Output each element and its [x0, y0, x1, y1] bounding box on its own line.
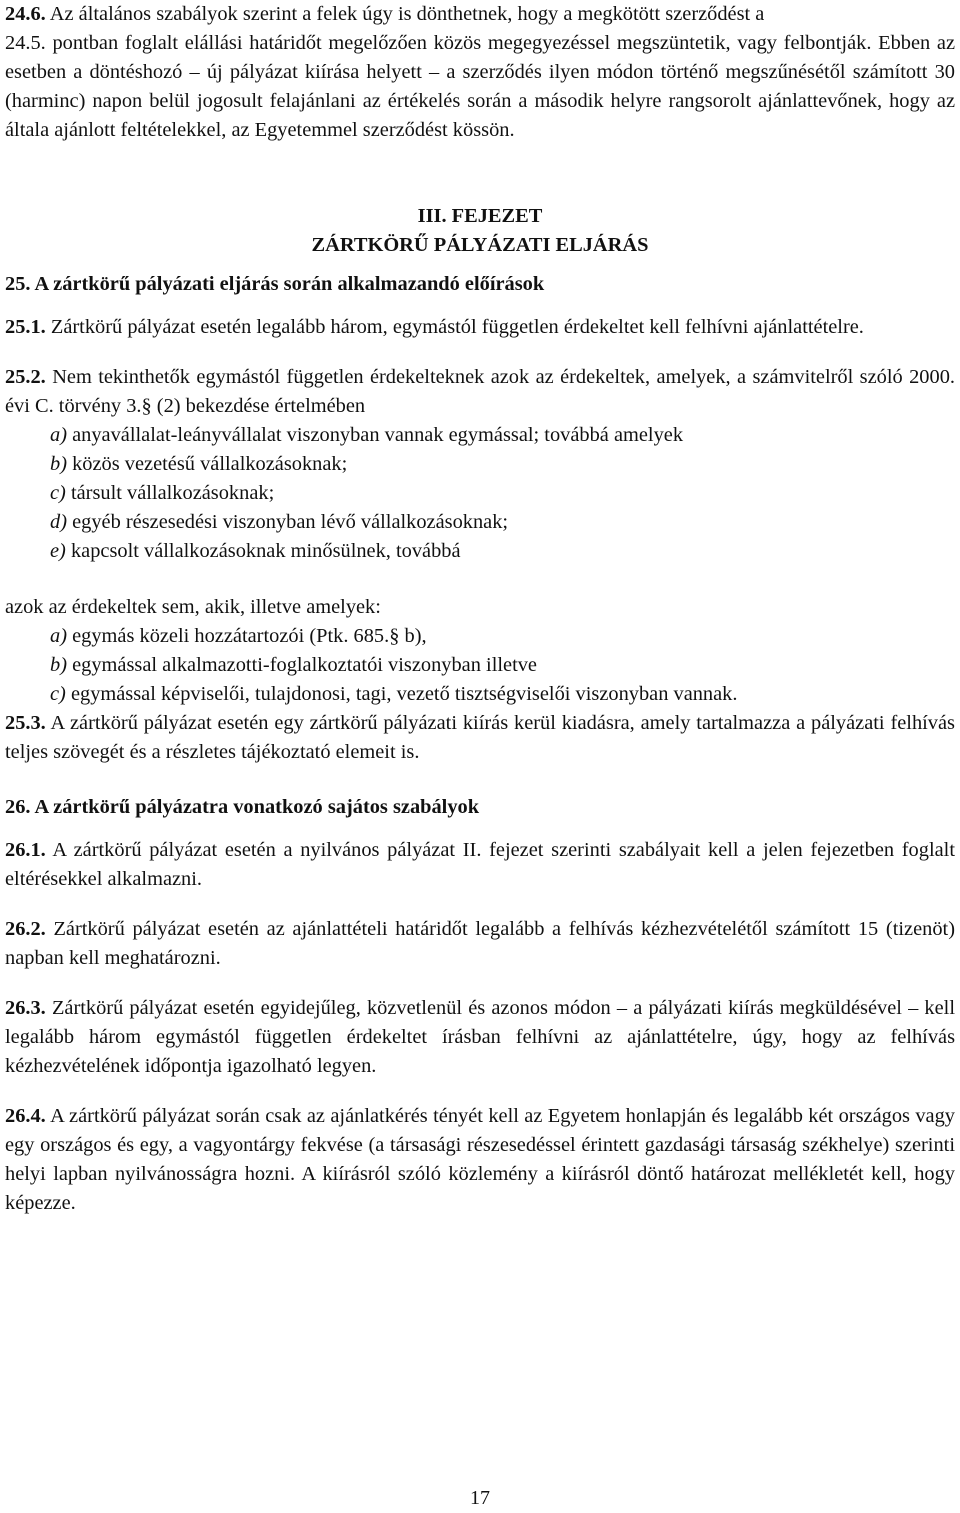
- paragraph-text: A zártkörű pályázat esetén egy zártkörű pályázati kiírás kerül kiadásra, amely tartalmazza a pályázati felhívás teljes szövegét és a részletes tájékoztató elemeit is.: [5, 712, 955, 763]
- paragraph-26-1: [5, 836, 955, 894]
- list-letter: d): [50, 511, 67, 533]
- list-letter: a): [50, 625, 67, 647]
- list-text: egyéb részesedési viszonyban lévő vállalkozásoknak;: [72, 511, 509, 533]
- paragraph-text: Az általános szabályok szerint a felek úgy is dönthetnek, hogy a megkötött szerződést a: [49, 3, 765, 25]
- list-text: társult vállalkozásoknak;: [70, 482, 275, 504]
- list-item: [5, 651, 955, 680]
- paragraph-number: 25.2.: [5, 366, 46, 388]
- section-heading-26: 26. A zártkörű pályázatra vonatkozó sajátos szabályok: [5, 796, 480, 818]
- list-text: közös vezetésű vállalkozásoknak;: [72, 453, 348, 475]
- chapter-number: III. FEJEZET: [417, 205, 543, 227]
- paragraph-25-1: [5, 313, 955, 342]
- paragraph-text: Zártkörű pályázat esetén legalább három, egymástól független érdekeltet kell felhívni ajánlattételre.: [50, 316, 864, 338]
- list-text: kapcsolt vállalkozásoknak minősülnek, továbbá: [70, 540, 461, 562]
- paragraph-text: Nem tekinthetők egymástól független érdekelteknek azok az érdekeltek, amelyek, a számvitelről szóló 2000. évi C. törvény 3.§ (2) bekezdése értelmében: [5, 366, 955, 417]
- paragraph-number: 26.4.: [5, 1105, 46, 1127]
- paragraph-text: Zártkörű pályázat esetén egyidejűleg, közvetlenül és azonos módon ‒ a pályázati kiírás megküldésével ‒ kell legalább három egymástól független érdekeltet írásban felhívni az ajánlattételre, úgy, hogy az felhívás kézhezvételének időpontja igazolható legyen.: [5, 997, 955, 1077]
- list-letter: e): [50, 540, 66, 562]
- section-heading-25: 25. A zártkörű pályázati eljárás során alkalmazandó előírások: [5, 273, 545, 295]
- list-item: [5, 421, 955, 450]
- list-item: [5, 450, 955, 479]
- list-related-persons: [5, 622, 955, 709]
- list-letter: b): [50, 453, 67, 475]
- list-item: [5, 680, 955, 709]
- list-letter: a): [50, 424, 67, 446]
- paragraph-26-2: [5, 915, 955, 973]
- chapter-title: ZÁRTKÖRŰ PÁLYÁZATI ELJÁRÁS: [311, 234, 649, 256]
- paragraph-24-6: [5, 0, 955, 145]
- paragraph-number: 25.3.: [5, 712, 46, 734]
- paragraph-number: 24.6.: [5, 3, 46, 25]
- paragraph-26-3: [5, 994, 955, 1081]
- paragraph-number: 26.3.: [5, 997, 46, 1019]
- paragraph-continuation: 24.5. pontban foglalt elállási határidőt megelőzően közös megegyezéssel megszüntetik, vagy felbontják. Ebben az esetben a döntéshozó ‒ új pályázat kiírása helyett ‒ a szerződés ilyen módon történő megszűnésétől számított 30 (harminc) napon belül jogosult felajánlani az értékelés során a második helyre rangsorolt ajánlattevőnek, hogy az általa ajánlott feltételekkel, az Egyetemmel szerződést kössön.: [5, 32, 955, 141]
- list-letter: b): [50, 654, 67, 676]
- paragraph-number: 25.1.: [5, 316, 46, 338]
- list-text: egymással képviselői, tulajdonosi, tagi, vezető tisztségviselői viszonyban vannak.: [70, 683, 738, 705]
- list-text: egymással alkalmazotti-foglalkoztatói viszonyban illetve: [72, 654, 537, 676]
- list-letter: c): [50, 683, 66, 705]
- paragraph-also-excluded: azok az érdekeltek sem, akik, illetve amelyek:: [5, 596, 381, 618]
- page-number: 17: [470, 1487, 490, 1509]
- document-page: [5, 0, 955, 1218]
- paragraph-text: A zártkörű pályázat során csak az ajánlatkérés tényét kell az Egyetem honlapján és legalább két országos vagy egy országos és egy, a vagyontárgy fekvése (a társasági részesedéssel érintett gazdasági társaság székhelye) szerinti helyi lapban nyilvánosságra hozni. A kiírásról szóló közlemény a kiírásról döntő határozat mellékletét kell, hogy képezze.: [5, 1105, 955, 1214]
- list-text: anyavállalat-leányvállalat viszonyban vannak egymással; továbbá amelyek: [72, 424, 684, 446]
- paragraph-number: 26.2.: [5, 918, 46, 940]
- list-item: [5, 508, 955, 537]
- list-item: [5, 479, 955, 508]
- list-text: egymás közeli hozzátartozói (Ptk. 685.§ b),: [72, 625, 427, 647]
- list-item: [5, 622, 955, 651]
- paragraph-text: A zártkörű pályázat esetén a nyilvános pályázat II. fejezet szerinti szabályait kell a jelen fejezetben foglalt eltérésekkel alkalmazni.: [5, 839, 955, 890]
- paragraph-text: Zártkörű pályázat esetén az ajánlattételi határidőt legalább a felhívás kézhezvételétől számított 15 (tizenöt) napban kell meghatározni.: [5, 918, 955, 969]
- list-letter: c): [50, 482, 66, 504]
- list-item: [5, 537, 955, 566]
- paragraph-25-2: [5, 363, 955, 421]
- paragraph-number: 26.1.: [5, 839, 46, 861]
- list-related-entities: [5, 421, 955, 566]
- paragraph-25-3: [5, 709, 955, 767]
- paragraph-26-4: [5, 1102, 955, 1218]
